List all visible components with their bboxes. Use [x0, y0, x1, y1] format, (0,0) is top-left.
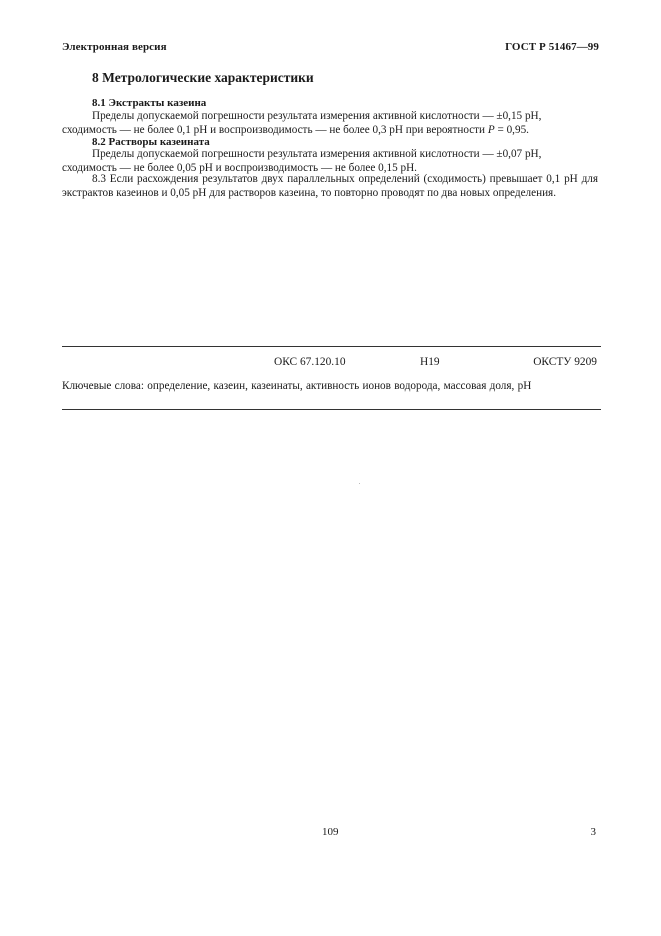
- bottom-divider: [62, 409, 601, 410]
- page-number-center: 109: [322, 826, 339, 838]
- document-standard-number: ГОСТ Р 51467—99: [505, 41, 599, 53]
- probability-symbol: P: [487, 124, 495, 137]
- section-title: 8 Метрологические характеристики: [92, 70, 314, 85]
- category-code: Н19: [420, 356, 440, 368]
- page-number-right: 3: [590, 826, 596, 838]
- subsection-8-1-line-1: Пределы допускаемой погрешности результата измерения активной кислотности — ±0,15 pH,: [92, 110, 542, 122]
- scan-artifact-dot: [359, 483, 360, 484]
- header-left-label: Электронная версия: [62, 41, 167, 53]
- top-divider: [62, 346, 601, 347]
- oks-code: ОКС 67.120.10: [274, 356, 346, 368]
- subsection-8-1-heading: 8.1 Экстракты казеина: [92, 97, 207, 109]
- okstu-code: ОКСТУ 9209: [533, 356, 597, 368]
- subsection-8-1-text: [62, 109, 598, 137]
- subsection-8-2-line-1: Пределы допускаемой погрешности результата измерения активной кислотности — ±0,07 pH,: [92, 148, 542, 160]
- subsection-8-1-line-2-start: сходимость — не более 0,1 pH и воспроизводимость — не более 0,3 pH при вероятности: [62, 124, 488, 137]
- paragraph-8-3: 8.3 Если расхождения результатов двух параллельных определений (сходимость) превышает 0,1 pH для экстрактов казеинов и 0,05 pH для растворов казеина, то повторно проводят по два новых определения.: [62, 173, 598, 200]
- subsection-8-1-line-2-end: = 0,95.: [494, 124, 529, 137]
- subsection-8-2-line-2: сходимость — не более 0,05 pH и воспроизводимость — не более 0,15 pH.: [62, 162, 417, 175]
- subsection-8-2-heading: 8.2 Растворы казеината: [92, 136, 210, 148]
- keywords-line: Ключевые слова: определение, казеин, казеинаты, активность ионов водорода, массовая доля, pH: [62, 380, 532, 392]
